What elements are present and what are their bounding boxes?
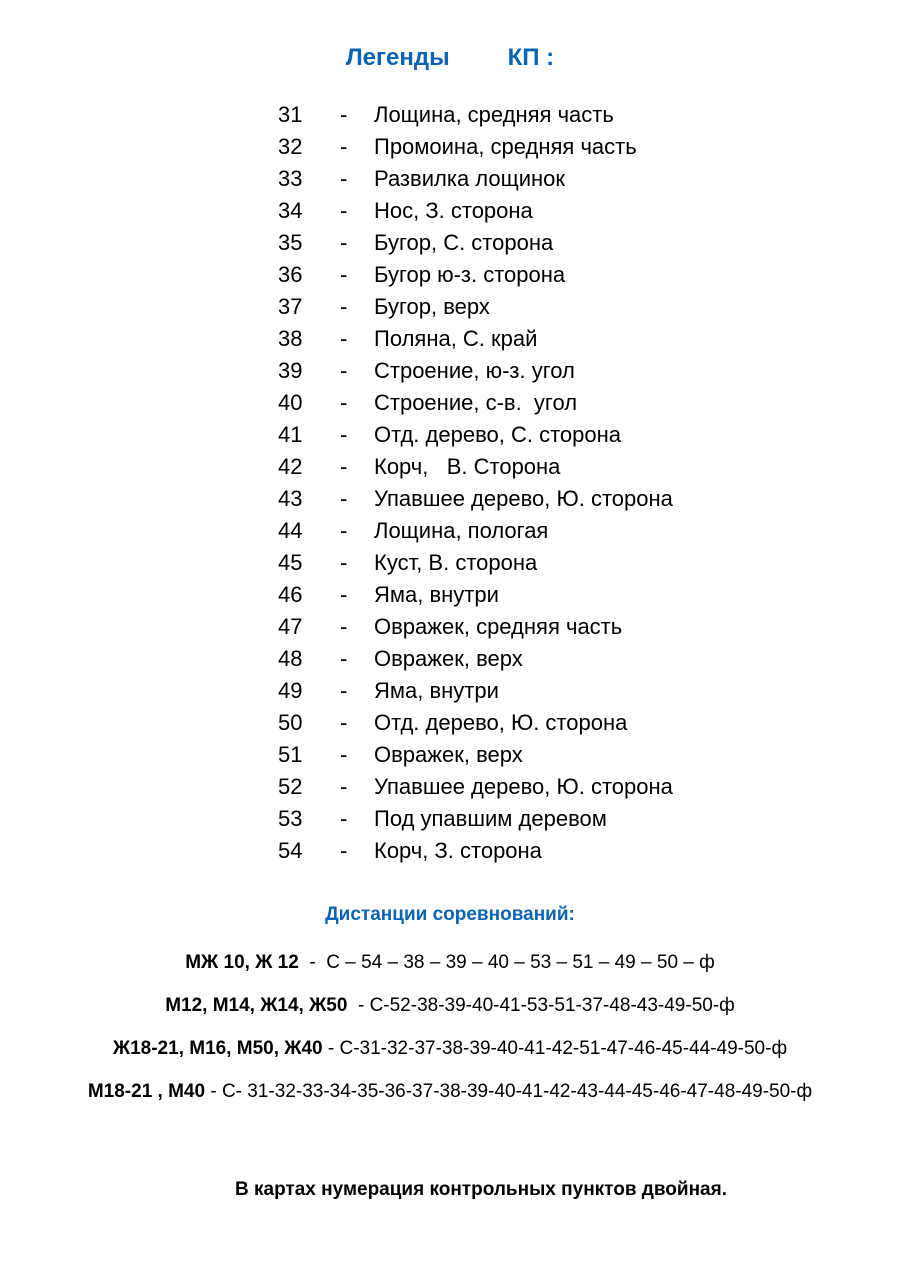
- course-route: - С- 31-32-33-34-35-36-37-38-39-40-41-42-43-44-45-46-47-48-49-50-ф: [205, 1081, 813, 1102]
- legend-description: Отд. дерево, С. сторона: [374, 422, 621, 447]
- legend-number: 53: [278, 806, 303, 831]
- legend-row: [278, 323, 673, 355]
- course-groups: М12, М14, Ж14, Ж50: [165, 995, 348, 1016]
- legend-description: Бугор, С. сторона: [374, 230, 554, 255]
- legend-row: [278, 547, 673, 579]
- page-title: [0, 44, 900, 72]
- legend-description: Яма, внутри: [374, 582, 499, 607]
- legend-row: [278, 803, 673, 835]
- legend-row: [278, 163, 673, 195]
- legend-row: [278, 707, 673, 739]
- legend-number: 33: [278, 166, 303, 191]
- legend-description: Овражек, верх: [374, 646, 523, 671]
- legend-list: [278, 99, 673, 867]
- legend-description: Строение, с-в. угол: [374, 390, 578, 415]
- legend-dash: -: [340, 806, 348, 831]
- legend-row: [278, 227, 673, 259]
- legend-row: [278, 739, 673, 771]
- course-line: [0, 1081, 900, 1103]
- legend-dash: -: [340, 646, 348, 671]
- legend-row: [278, 195, 673, 227]
- legend-row: [278, 259, 673, 291]
- legend-description: Корч, В. Сторона: [374, 454, 561, 479]
- legend-description: Бугор ю-з. сторона: [374, 262, 566, 287]
- legend-number: 37: [278, 294, 303, 319]
- legend-number: 47: [278, 614, 303, 639]
- legend-description: Под упавшим деревом: [374, 806, 607, 831]
- course-line: [0, 952, 900, 974]
- legend-dash: -: [340, 198, 348, 223]
- legend-description: Упавшее дерево, Ю. сторона: [374, 486, 673, 511]
- legend-description: Лощина, пологая: [374, 518, 549, 543]
- course-groups: Ж18-21, М16, М50, Ж40: [112, 1038, 323, 1059]
- course-line: [0, 995, 900, 1017]
- legend-dash: -: [340, 422, 348, 447]
- legend-dash: -: [340, 486, 348, 511]
- legend-row: [278, 579, 673, 611]
- footnote: В картах нумерация контрольных пунктов двойная.: [235, 1179, 727, 1200]
- legend-number: 54: [278, 838, 303, 863]
- legend-dash: -: [340, 326, 348, 351]
- legend-dash: -: [340, 774, 348, 799]
- legend-number: 51: [278, 742, 303, 767]
- legend-description: Поляна, С. край: [374, 326, 538, 351]
- legend-row: [278, 643, 673, 675]
- legend-description: Отд. дерево, Ю. сторона: [374, 710, 628, 735]
- legend-row: [278, 611, 673, 643]
- legend-row: [278, 771, 673, 803]
- legend-number: 42: [278, 454, 303, 479]
- legend-description: Бугор, верх: [374, 294, 490, 319]
- legend-description: Нос, З. сторона: [374, 198, 533, 223]
- legend-row: [278, 451, 673, 483]
- course-groups: М18-21 , М40: [87, 1081, 206, 1102]
- legend-row: [278, 131, 673, 163]
- legend-dash: -: [340, 742, 348, 767]
- legend-number: 32: [278, 134, 303, 159]
- course-groups: МЖ 10, Ж 12: [185, 952, 299, 973]
- legend-dash: -: [340, 614, 348, 639]
- legend-number: 35: [278, 230, 303, 255]
- legend-number: 50: [278, 710, 303, 735]
- legend-dash: -: [340, 710, 348, 735]
- legend-row: [278, 99, 673, 131]
- legend-description: Развилка лощинок: [374, 166, 566, 191]
- legend-row: [278, 675, 673, 707]
- legend-dash: -: [340, 838, 348, 863]
- legend-dash: -: [340, 518, 348, 543]
- legend-row: [278, 515, 673, 547]
- legend-dash: -: [340, 358, 348, 383]
- course-route: - С – 54 – 38 – 39 – 40 – 53 – 51 – 49 – 50 – ф: [298, 952, 715, 973]
- legend-description: Яма, внутри: [374, 678, 499, 703]
- legend-description: Лощина, средняя часть: [374, 102, 614, 127]
- legend-description: Строение, ю-з. угол: [374, 358, 575, 383]
- legend-number: 48: [278, 646, 303, 671]
- legend-description: Корч, З. сторона: [374, 838, 542, 863]
- course-route: - С-52-38-39-40-41-53-51-37-48-43-49-50-ф: [347, 995, 735, 1016]
- legend-dash: -: [340, 230, 348, 255]
- legend-row: [278, 291, 673, 323]
- legend-description: Промоина, средняя часть: [374, 134, 637, 159]
- legend-dash: -: [340, 102, 348, 127]
- legend-number: 43: [278, 486, 303, 511]
- legend-description: Овражек, средняя часть: [374, 614, 623, 639]
- legend-number: 45: [278, 550, 303, 575]
- legend-description: Упавшее дерево, Ю. сторона: [374, 774, 673, 799]
- legend-dash: -: [340, 390, 348, 415]
- legend-number: 31: [278, 102, 303, 127]
- legend-number: 46: [278, 582, 303, 607]
- title-kp: КП :: [507, 44, 555, 71]
- course-route: - С-31-32-37-38-39-40-41-42-51-47-46-45-44-49-50-ф: [322, 1038, 788, 1059]
- legend-description: Куст, В. сторона: [374, 550, 538, 575]
- legend-dash: -: [340, 454, 348, 479]
- legend-row: [278, 355, 673, 387]
- legend-number: 36: [278, 262, 303, 287]
- legend-number: 49: [278, 678, 303, 703]
- legend-row: [278, 483, 673, 515]
- legend-number: 41: [278, 422, 303, 447]
- legend-number: 39: [278, 358, 303, 383]
- legend-dash: -: [340, 582, 348, 607]
- legend-number: 38: [278, 326, 303, 351]
- legend-row: [278, 419, 673, 451]
- legend-dash: -: [340, 294, 348, 319]
- legend-number: 40: [278, 390, 303, 415]
- legend-number: 52: [278, 774, 303, 799]
- legend-row: [278, 835, 673, 867]
- legend-dash: -: [340, 550, 348, 575]
- legend-dash: -: [340, 166, 348, 191]
- legend-description: Овражек, верх: [374, 742, 523, 767]
- distances-title: Дистанции соревнований:: [325, 904, 575, 925]
- course-line: [0, 1038, 900, 1060]
- legend-number: 34: [278, 198, 303, 223]
- title-legends: Легенды: [345, 44, 450, 71]
- legend-dash: -: [340, 262, 348, 287]
- legend-dash: -: [340, 134, 348, 159]
- legend-number: 44: [278, 518, 303, 543]
- legend-dash: -: [340, 678, 348, 703]
- legend-row: [278, 387, 673, 419]
